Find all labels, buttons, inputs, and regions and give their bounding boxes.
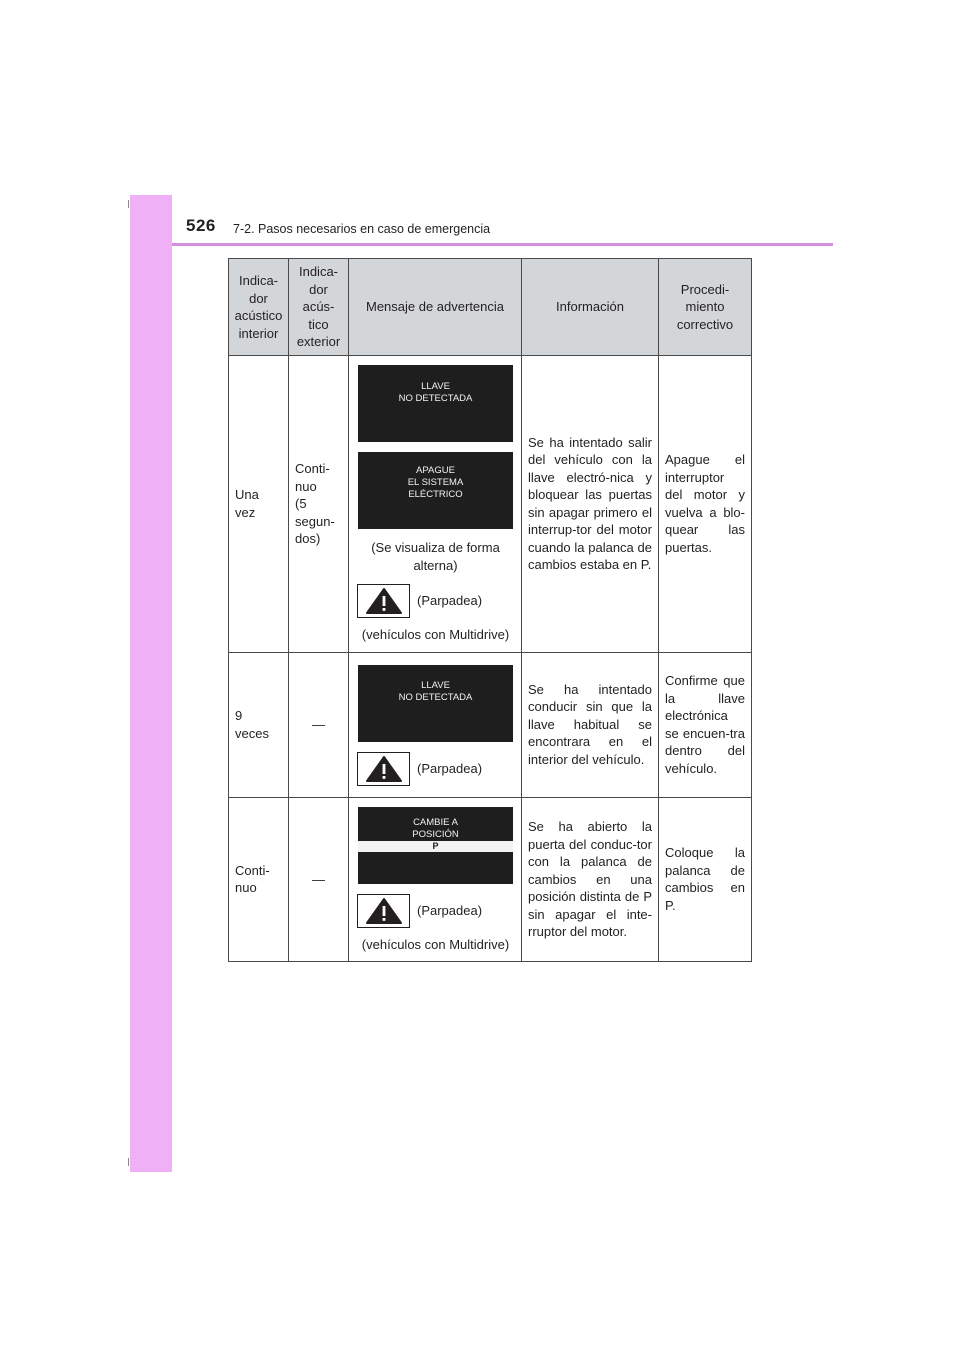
cell-interior bbox=[229, 797, 289, 962]
cell-info bbox=[522, 356, 659, 653]
table-row bbox=[229, 356, 752, 653]
warning-light-row bbox=[357, 894, 514, 928]
header-procedure bbox=[659, 259, 752, 356]
header-rule bbox=[172, 243, 833, 246]
header-info bbox=[522, 259, 659, 356]
cell-info bbox=[522, 797, 659, 962]
header-exterior-buzzer bbox=[289, 259, 349, 356]
screen-line: ELÉCTRICO bbox=[408, 488, 463, 500]
screen-line: LLAVE bbox=[421, 380, 450, 392]
flash-text: (Parpadea) bbox=[417, 902, 483, 918]
cell-info bbox=[522, 652, 659, 797]
cell-interior bbox=[229, 652, 289, 797]
header-procedure-text: Procedi- miento correctivo bbox=[676, 281, 734, 332]
warning-triangle-icon bbox=[357, 894, 410, 928]
screen-line: CAMBIE A bbox=[413, 816, 458, 828]
cell-procedure bbox=[659, 356, 752, 653]
page-number: 526 bbox=[186, 216, 216, 235]
exterior-text: — bbox=[312, 716, 325, 732]
cell-message bbox=[349, 797, 522, 962]
procedure-text: Apague el interruptor del motor y vuelva a blo-quear las puertas. bbox=[665, 452, 745, 555]
procedure-text: Coloque la palanca de cambios en P. bbox=[665, 845, 745, 913]
exterior-text: — bbox=[312, 871, 325, 887]
display-screen bbox=[358, 807, 513, 884]
model-note: (vehículos con Multidrive) bbox=[361, 627, 510, 642]
interior-text: 9 veces bbox=[235, 708, 269, 741]
cell-procedure bbox=[659, 797, 752, 962]
cell-procedure bbox=[659, 652, 752, 797]
cell-message bbox=[349, 356, 522, 653]
crop-mark bbox=[128, 200, 129, 208]
warning-light-row bbox=[357, 584, 514, 618]
cell-interior bbox=[229, 356, 289, 653]
screen-text: POSICIÓN bbox=[412, 828, 459, 840]
alternating-note: (Se visualiza de forma alterna) bbox=[371, 540, 500, 573]
table-row bbox=[229, 797, 752, 962]
header-info-text: Información bbox=[556, 299, 624, 315]
gear-p-box: P bbox=[358, 841, 513, 852]
screen-line: LLAVE bbox=[421, 680, 450, 691]
warning-triangle-icon bbox=[357, 752, 410, 786]
header-exterior-text: Indica- dor acús- tico exterior bbox=[296, 264, 341, 350]
screen-line: NO DETECTADA bbox=[398, 392, 473, 404]
cell-exterior bbox=[289, 356, 349, 653]
side-tab bbox=[130, 195, 172, 1172]
warning-table bbox=[228, 258, 752, 962]
table-row bbox=[229, 652, 752, 797]
screen-line bbox=[358, 829, 513, 852]
screen-line: NO DETECTADA bbox=[398, 692, 473, 703]
section-title: 7-2. Pasos necesarios en caso de emergencia bbox=[233, 222, 491, 236]
info-text: Se ha abierto la puerta del conduc-tor con la palanca de cambios en una posición distinta de P sin apagar el inte-rruptor del motor. bbox=[528, 819, 652, 939]
header-message-text: Mensaje de advertencia bbox=[365, 299, 505, 315]
warning-triangle-icon bbox=[357, 584, 410, 618]
screen-line: EL SISTEMA bbox=[407, 476, 464, 488]
model-note: (vehículos con Multidrive) bbox=[361, 936, 510, 952]
info-text: Se ha intentado conducir sin que la llave habitual se encontrara en el interior del vehículo. bbox=[528, 681, 652, 767]
interior-text: Conti- nuo bbox=[235, 862, 270, 896]
procedure-text: Confirme que la llave electrónica se encuen-tra dentro del vehículo. bbox=[665, 673, 745, 776]
crop-mark bbox=[128, 1158, 129, 1166]
interior-text: Una vez bbox=[235, 487, 259, 520]
screen-line: APAGUE bbox=[416, 464, 455, 476]
cell-exterior bbox=[289, 652, 349, 797]
table-header-row bbox=[229, 259, 752, 356]
cell-message bbox=[349, 652, 522, 797]
header-message bbox=[349, 259, 522, 356]
exterior-text: Conti- nuo (5 segun- dos) bbox=[295, 461, 335, 546]
flash-text: (Parpadea) bbox=[417, 760, 483, 776]
flash-text: (Parpadea) bbox=[417, 593, 483, 609]
header-interior-buzzer bbox=[229, 259, 289, 356]
info-text: Se ha intentado salir del vehículo con la llave electró-nica y bloquear las puertas sin apagar primero el interrup-tor del motor cuando la palanca de cambios estaba en P. bbox=[528, 434, 652, 573]
cell-exterior bbox=[289, 797, 349, 962]
header-interior-text: Indica- dor acústico interior bbox=[234, 273, 283, 341]
display-screen bbox=[358, 365, 513, 442]
display-screen bbox=[358, 665, 513, 742]
warning-light-row bbox=[357, 752, 514, 786]
display-screen bbox=[358, 452, 513, 529]
